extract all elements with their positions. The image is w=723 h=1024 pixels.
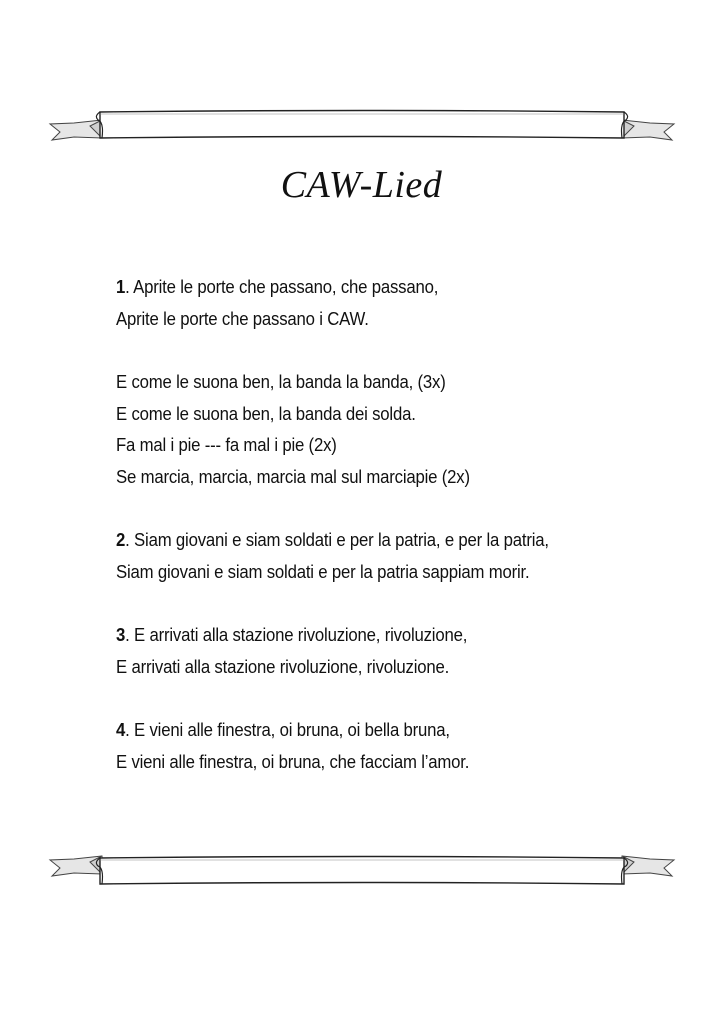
stanza-1 [116,272,696,335]
lyric-line: E come le suona ben, la banda dei solda. [116,403,416,424]
lyric-line: E come le suona ben, la banda la banda, (3x) [116,372,446,392]
lyric-line: 4. E vieni alle finestra, oi bruna, oi bella bruna, [116,720,450,740]
lyric-line: E vieni alle finestra, oi bruna, che facciam l’amor. [116,751,470,772]
lyric-line: E arrivati alla stazione rivoluzione, rivoluzione. [116,656,450,677]
top-ribbon-banner [44,108,680,152]
chorus [116,367,696,493]
lyrics-body [116,272,696,778]
lyric-line: Fa mal i pie --- fa mal i pie (2x) [116,435,337,455]
lyric-line: 2. Siam giovani e siam soldati e per la patria, e per la patria, [116,530,549,550]
stanza-3 [116,620,696,683]
lyric-line: Se marcia, marcia, marcia mal sul marciapie (2x) [116,466,470,487]
page-title: CAW-Lied [280,164,443,206]
stanza-number: 1 [116,277,126,297]
lyric-line: 1. Aprite le porte che passano, che passano, [116,277,439,297]
stanza-4 [116,715,696,778]
stanza-number: 3 [116,625,126,645]
bottom-ribbon-banner [44,844,680,888]
lyric-line: Aprite le porte che passano i CAW. [116,308,369,329]
lyric-line: 3. E arrivati alla stazione rivoluzione, rivoluzione, [116,625,468,645]
lyric-line: Siam giovani e siam soldati e per la patria sappiam morir. [116,561,530,582]
stanza-2 [116,525,696,588]
stanza-number: 2 [116,530,126,550]
stanza-number: 4 [116,720,126,740]
